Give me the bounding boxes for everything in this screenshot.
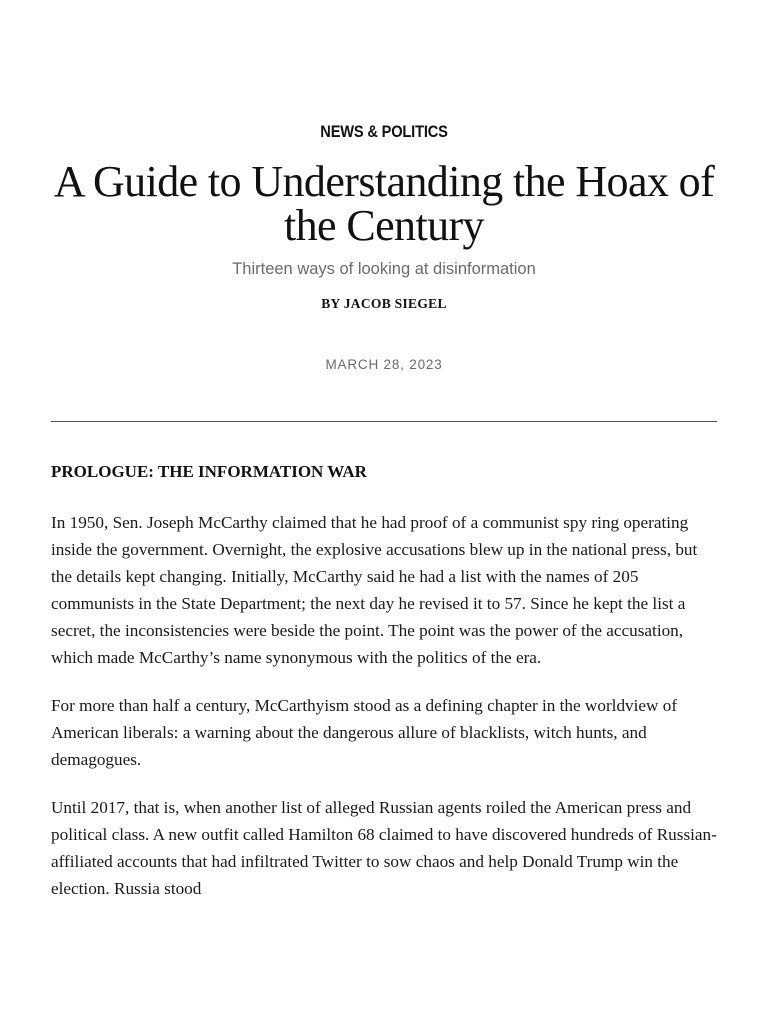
article-paragraph: For more than half a century, McCarthyism stood as a defining chapter in the worldview of American liberals: a warning about the dangerous allure of blacklists, witch hunts, and demagogues. — [51, 696, 678, 769]
article-dek: Thirteen ways of looking at disinformation — [232, 260, 536, 278]
section-heading: PROLOGUE: THE INFORMATION WAR — [51, 462, 367, 481]
section-kicker-link[interactable]: NEWS & POLITICS — [320, 122, 448, 141]
header-divider — [51, 421, 717, 422]
publish-date: MARCH 28, 2023 — [325, 357, 443, 372]
article-paragraph: Until 2017, that is, when another list of alleged Russian agents roiled the American press and political class. A new outfit called Hamilton 68 claimed to have discovered hundreds of Russian-affiliated accounts that had infiltrated Twitter to sow chaos and help Donald Trump win the election. Russia stood — [51, 798, 717, 898]
article-body — [51, 458, 719, 923]
author-byline-link[interactable]: BY JACOB SIEGEL — [321, 296, 447, 311]
article-paragraph: In 1950, Sen. Joseph McCarthy claimed that he had proof of a communist spy ring operating inside the government. Overnight, the explosive accusations blew up in the national press, but the details kept changing. Initially, McCarthy said he had a list with the names of 205 communists in the State Department; the next day he revised it to 57. Since he kept the list a secret, the inconsistencies were beside the point. The point was the power of the accusation, which made McCarthy’s name synonymous with the politics of the era. — [51, 513, 698, 667]
article-headline: A Guide to Understanding the Hoax of the Century — [53, 157, 715, 250]
